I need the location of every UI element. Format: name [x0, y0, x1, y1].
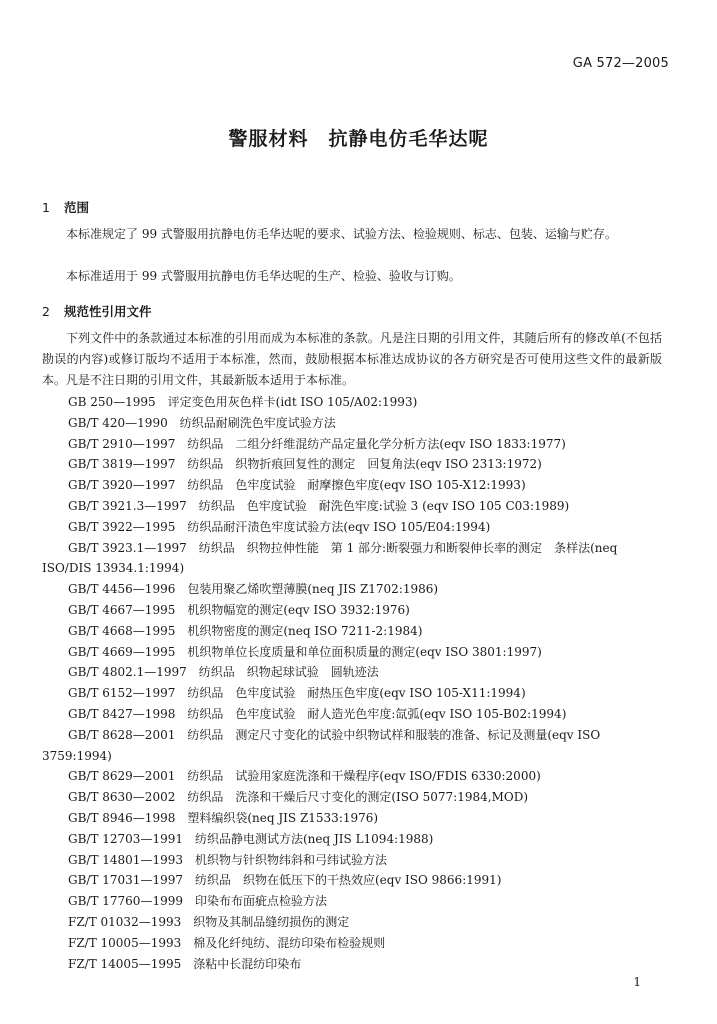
- document-title: 警服材料 抗静电仿毛华达呢: [228, 128, 489, 150]
- reference-item: GB/T 4669—1995 机织物单位长度质量和单位面积质量的测定(eqv ISO 3801:1997): [68, 644, 542, 659]
- reference-item: GB/T 6152—1997 纺织品 色牢度试验 耐热压色牢度(eqv ISO 105-X11:1994): [68, 686, 526, 701]
- reference-item: GB/T 3920—1997 纺织品 色牢度试验 耐摩擦色牢度(eqv ISO 105-X12:1993): [68, 478, 526, 493]
- reference-item: GB/T 14801—1993 机织物与针织物纬斜和弓纬试验方法: [68, 852, 387, 867]
- section-number: 2: [42, 304, 50, 319]
- section-2-paragraph-1: 下列文件中的条款通过本标准的引用而成为本标准的条款。凡是注日期的引用文件，其随后所有的修改单(不包括勘误的内容)或修订版均不适用于本标准，然而，鼓励根据本标准达成协议的各方研究是否可使用这些文件的最新版本。凡是不注日期的引用文件，其最新版本适用于本标准。: [42, 331, 662, 387]
- reference-item: GB/T 4802.1—1997 纺织品 织物起球试验 圆轨迹法: [68, 665, 379, 680]
- page-number: 1: [633, 975, 641, 989]
- reference-item: GB/T 8946—1998 塑料编织袋(neq JIS Z1533:1976): [68, 810, 379, 825]
- reference-item: GB 250—1995 评定变色用灰色样卡(idt ISO 105/A02:1993): [68, 395, 418, 409]
- section-1-paragraph-1: 本标准规定了 99 式警服用抗静电仿毛华达呢的要求、试验方法、检验规则、标志、包装、运输与贮存。: [66, 227, 617, 241]
- reference-item: GB/T 12703—1991 纺织品静电测试方法(neq JIS L1094:1988): [68, 831, 434, 846]
- section-number: 1: [42, 200, 50, 215]
- reference-item: GB/T 4456—1996 包装用聚乙烯吹塑薄膜(neq JIS Z1702:1986): [68, 582, 439, 597]
- reference-item: GB/T 4668—1995 机织物密度的测定(neq ISO 7211-2:1984): [68, 623, 423, 638]
- standard-number: GA 572—2005: [572, 56, 669, 71]
- reference-item: GB/T 3923.1—1997 纺织品 织物拉伸性能 第 1 部分:断裂强力和断裂伸长率的测定 条样法(neq ISO/DIS 13934.1:1994): [42, 540, 618, 576]
- reference-item: FZ/T 14005—1995 涤粘中长混纺印染布: [68, 956, 302, 971]
- reference-item: GB/T 8427—1998 纺织品 色牢度试验 耐人造光色牢度:氙弧(eqv ISO 105-B02:1994): [68, 706, 567, 721]
- reference-item: GB/T 8630—2002 纺织品 洗涤和干燥后尺寸变化的测定(ISO 5077:1984,MOD): [68, 790, 529, 805]
- reference-item: FZ/T 10005—1993 棉及化纤纯纺、混纺印染布检验规则: [68, 935, 386, 950]
- reference-item: GB/T 2910—1997 纺织品 二组分纤维混纺产品定量化学分析方法(eqv ISO 1833:1977): [68, 436, 566, 451]
- reference-item: FZ/T 01032—1993 织物及其制品缝纫损伤的测定: [68, 914, 350, 929]
- section-1-heading: [42, 198, 89, 216]
- reference-item: GB/T 3921.3—1997 纺织品 色牢度试验 耐洗色牢度:试验 3 (eqv ISO 105 C03:1989): [68, 498, 570, 513]
- reference-item: GB/T 420—1990 纺织品耐刷洗色牢度试验方法: [68, 415, 336, 430]
- reference-list: [42, 392, 662, 974]
- reference-item: GB/T 3922—1995 纺织品耐汗渍色牢度试验方法(eqv ISO 105/E04:1994): [68, 519, 491, 534]
- section-1-paragraph-2: 本标准适用于 99 式警服用抗静电仿毛华达呢的生产、检验、验收与订购。: [66, 269, 461, 283]
- section-2-heading: [42, 302, 152, 320]
- section-title: 规范性引用文件: [64, 304, 152, 319]
- reference-item: GB/T 8629—2001 纺织品 试验用家庭洗涤和干燥程序(eqv ISO/FDIS 6330:2000): [68, 769, 541, 784]
- reference-item: GB/T 8628—2001 纺织品 测定尺寸变化的试验中织物试样和服装的准备、标记及测量(eqv ISO 3759:1994): [42, 727, 601, 763]
- reference-item: GB/T 3819—1997 纺织品 织物折痕回复性的测定 回复角法(eqv ISO 2313:1972): [68, 457, 542, 472]
- reference-item: GB/T 17760—1999 印染布布面疵点检验方法: [68, 894, 327, 909]
- section-title: 范围: [64, 200, 90, 215]
- reference-item: GB/T 4667—1995 机织物幅宽的测定(eqv ISO 3932:1976): [68, 602, 410, 617]
- reference-item: GB/T 17031—1997 纺织品 织物在低压下的干热效应(eqv ISO 9866:1991): [68, 873, 502, 888]
